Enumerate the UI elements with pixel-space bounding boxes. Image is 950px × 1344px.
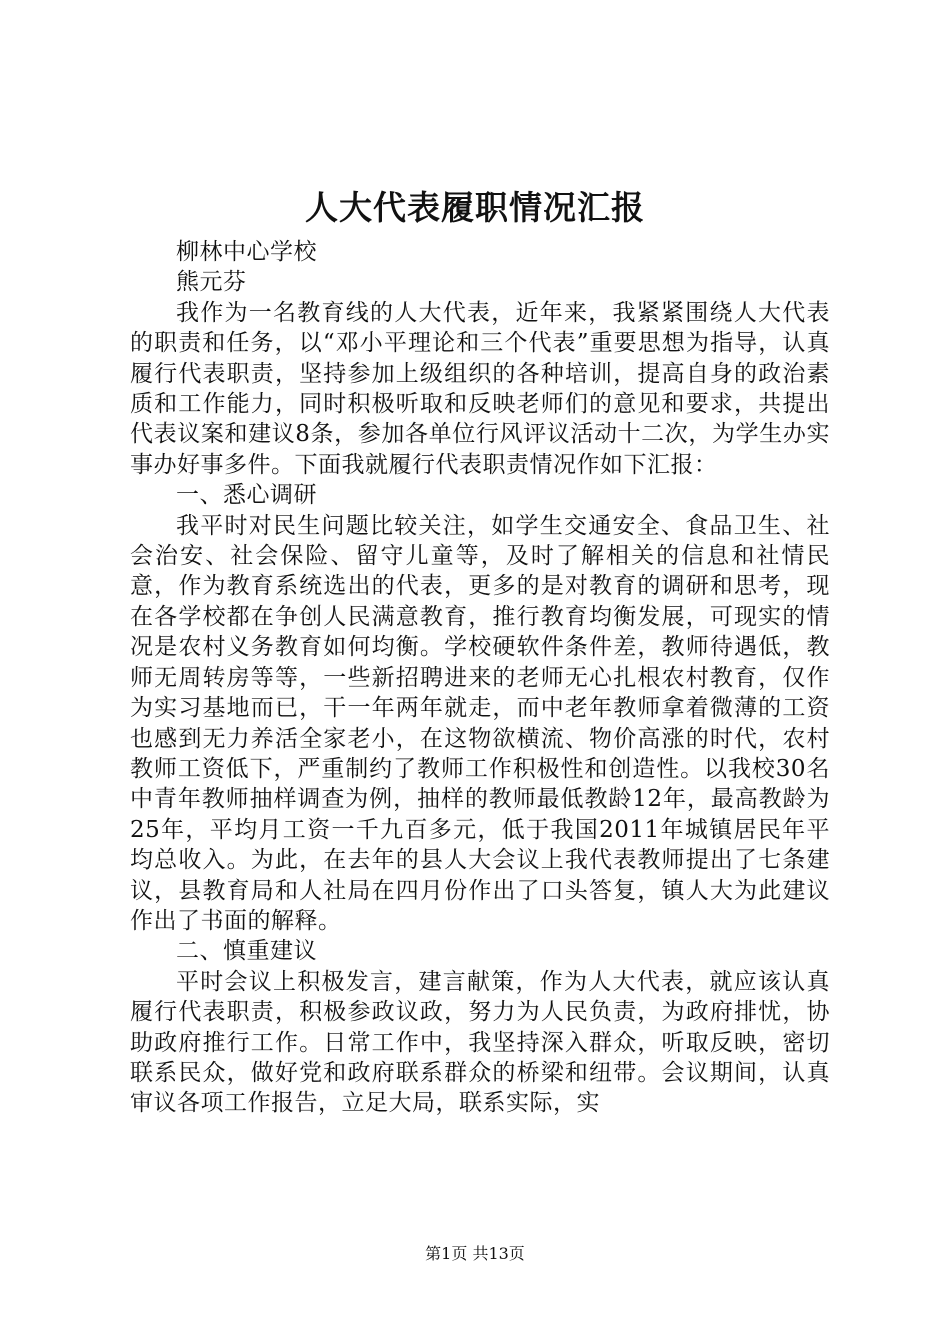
section-heading: 二、慎重建议 [176, 938, 317, 965]
intro-paragraph: 我作为一名教育线的人大代表，近年来，我紧紧围绕人大代表的职责和任务，以“邓小平理论和三个代表”重要思想为指导，认真履行代表职责，坚持参加上级组织的各种培训，提高自身的政治素质和工作能力，同时积极听取和反映老师们的意见和要求，共提出代表议案和建议8条，参加各单位行风评议活动十二次，为学生办实事办好事多件。下面我就履行代表职责情况作如下汇报： [130, 299, 830, 478]
section-heading: 一、悉心调研 [176, 482, 317, 509]
document-title: 人大代表履职情况汇报 [305, 188, 645, 227]
body-paragraph: 平时会议上积极发言，建言献策，作为人大代表，就应该认真履行代表职责，积极参政议政，努力为人民负责，为政府排忧，协助政府推行工作。日常工作中，我坚持深入群众，听取反映，密切联系民众，做好党和政府联系群众的桥梁和纽带。会议期间，认真审议各项工作报告，立足大局，联系实际，实 [130, 968, 830, 1117]
author-name: 熊元芬 [176, 269, 247, 296]
author-school: 柳林中心学校 [176, 239, 317, 265]
body-paragraph: 我平时对民生问题比较关注，如学生交通安全、食品卫生、社会治安、社会保险、留守儿童等，及时了解相关的信息和社情民意，作为教育系统选出的代表，更多的是对教育的调研和思考，现在各学校都在争创人民满意教育，推行教育均衡发展，可现实的情况是农村义务教育如何均衡。学校硬软件条件差，教师待遇低，教师无周转房等等，一些新招聘进来的老师无心扎根农村教育，仅作为实习基地而已，干一年两年就走，而中老年教师拿着微薄的工资也感到无力养活全家老小，在这物欲横流、物价高涨的时代，农村教师工资低下，严重制约了教师工作积极性和创造性。以我校30名中青年教师抽样调查为例，抽样的教师最低教龄12年，最高教龄为25年，平均月工资一千九百多元，低于我国2011年城镇居民年平均总收入。为此，在去年的县人大会议上我代表教师提出了七条建议，县教育局和人社局在四月份作出了口头答复，镇人大为此建议作出了书面的解释。 [130, 512, 830, 934]
document-body [130, 237, 830, 1119]
page-number-footer: 第1页 共13页 [425, 1244, 525, 1263]
